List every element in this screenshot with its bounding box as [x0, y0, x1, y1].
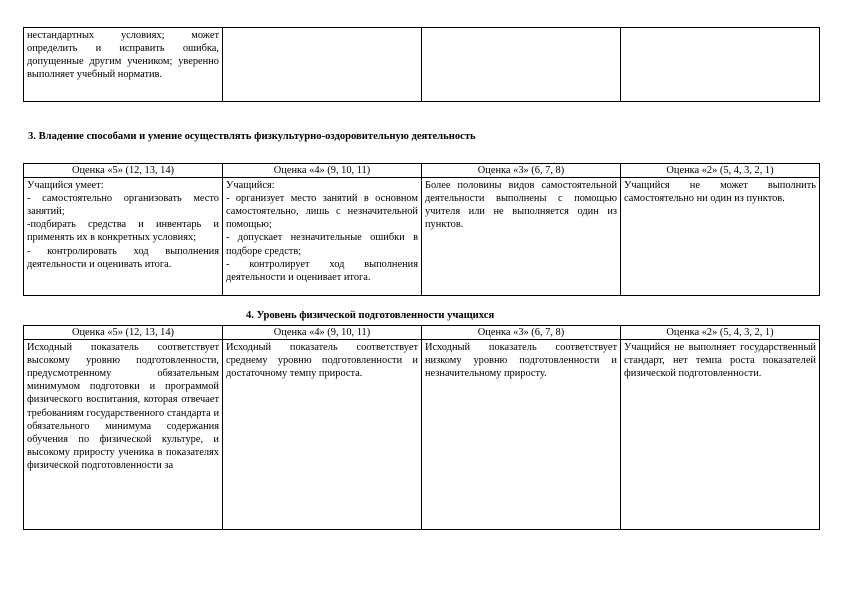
section-3-table — [23, 163, 820, 296]
s3-grade-2-criteria: Учащийся не может выполнить самостоятельно ни один из пунктов. — [621, 178, 820, 296]
top-cell-4 — [621, 28, 820, 102]
s4-grade-4-criteria: Исходный показатель соответствует среднему уровню подготовленности и достаточному темпу прироста. — [223, 340, 422, 530]
section-4-table — [23, 325, 820, 530]
s3-g4-line-1: Учащийся: — [226, 180, 275, 192]
s4-header-grade-5: Оценка «5» (12, 13, 14) — [24, 326, 223, 340]
s3-g5-line-1: Учащийся умеет: — [27, 180, 104, 192]
s4-grade-5-criteria: Исходный показатель соответствует высокому уровню подготовленности, предусмотренному обязательным минимумом подготовки и программой физического воспитания, которая отвечает требованиям государственного стандарта и обязательного минимума содержания обучения по физической культуре, и высокому приросту ученика в показателях физической подготовленности за — [24, 340, 223, 530]
s3-g5-line-2: - самостоятельно организовать место занятий; — [27, 193, 219, 218]
section-4-title: 4. Уровень физической подготовленности учащихся — [246, 310, 495, 321]
s3-grade-4-criteria — [223, 178, 422, 296]
s3-grade-5-criteria — [24, 178, 223, 296]
top-cell-3 — [422, 28, 621, 102]
s4-header-grade-4: Оценка «4» (9, 10, 11) — [223, 326, 422, 340]
s3-g5-line-4: - контролировать ход выполнения деятельности и оценивать итога. — [27, 245, 219, 270]
section-3-title: 3. Владение способами и умение осуществлять физкультурно-оздоровительную деятельность — [28, 131, 476, 142]
s3-header-grade-3: Оценка «3» (6, 7, 8) — [422, 164, 621, 178]
s4-grade-2-criteria: Учащийся не выполняет государственный стандарт, нет темпа роста показателей физической подготовленности. — [621, 340, 820, 530]
s3-g4-line-4: - контролирует ход выполнения деятельности и оценивает итога. — [226, 258, 418, 283]
s3-g5-line-3: -подбирать средства и инвентарь и применять их в конкретных условиях; — [27, 219, 219, 244]
top-cell-2 — [223, 28, 422, 102]
top-cell-1: нестандартных условиях; может определить и исправить ошибка, допущенные другим учеником; уверенно выполняет учебный норматив. — [24, 28, 223, 102]
s3-header-grade-2: Оценка «2» (5, 4, 3, 2, 1) — [621, 164, 820, 178]
s3-header-grade-5: Оценка «5» (12, 13, 14) — [24, 164, 223, 178]
s4-header-grade-3: Оценка «3» (6, 7, 8) — [422, 326, 621, 340]
s3-g4-line-3: - допускает незначительные ошибки в подборе средств; — [226, 232, 418, 257]
s4-header-grade-2: Оценка «2» (5, 4, 3, 2, 1) — [621, 326, 820, 340]
s3-grade-3-criteria: Более половины видов самостоятельной деятельности выполнены с помощью учителя или не выполняется один из пунктов. — [422, 178, 621, 296]
top-criteria-table — [23, 27, 820, 102]
s3-g4-line-2: - организует место занятий в основном самостоятельно, лишь с незначительной помощью; — [226, 193, 418, 231]
s4-grade-3-criteria: Исходный показатель соответствует низкому уровню подготовленности и незначительному приросту. — [422, 340, 621, 530]
s3-header-grade-4: Оценка «4» (9, 10, 11) — [223, 164, 422, 178]
